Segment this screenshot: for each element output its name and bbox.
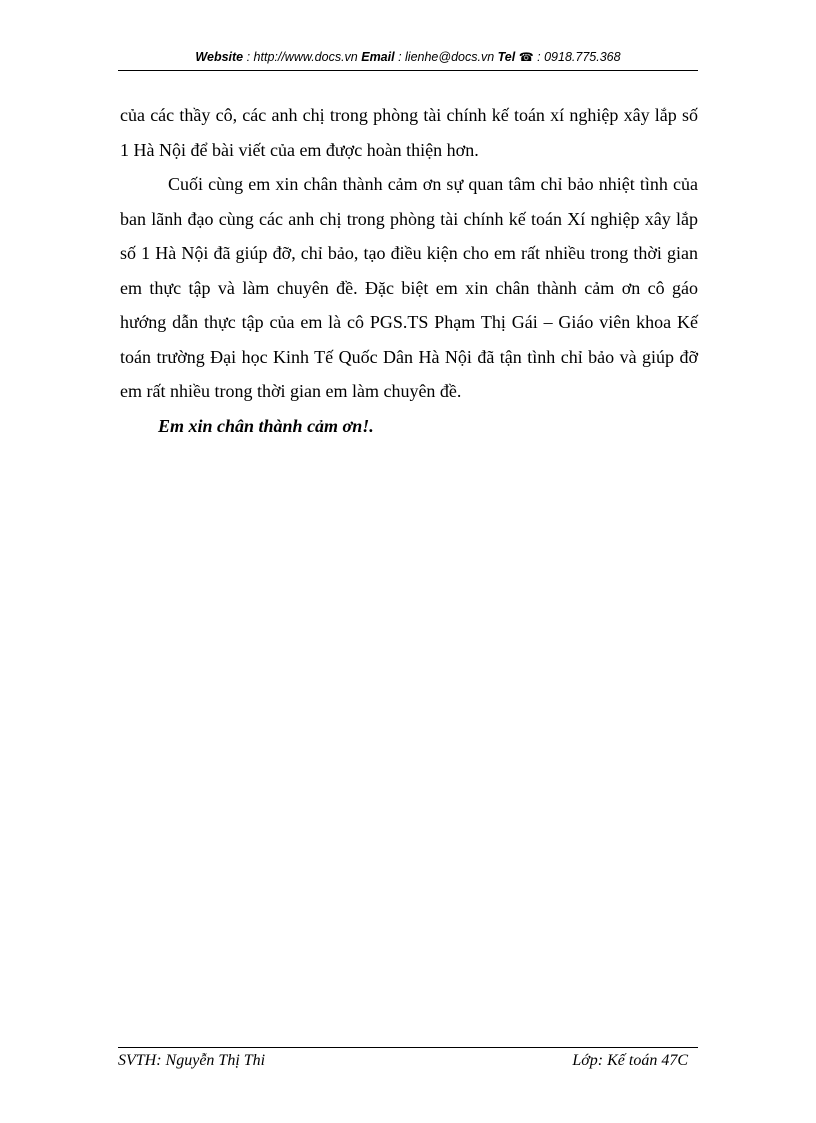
page-footer — [118, 1052, 688, 1070]
website-value: : http://www.docs.vn — [243, 50, 362, 64]
header-divider — [118, 70, 698, 71]
paragraph-acknowledgement: Cuối cùng em xin chân thành cảm ơn sự quan tâm chỉ bảo nhiệt tình của ban lãnh đạo cùng các anh chị trong phòng tài chính kế toán Xí nghiệp xây lắp số 1 Hà Nội đã giúp đỡ, chỉ bảo, tạo điều kiện cho em rất nhiều trong thời gian em thực tập và làm chuyên đề. Đặc biệt em xin chân thành cảm ơn cô gáo hướng dẫn thực tập của em là cô PGS.TS Phạm Thị Gái – Giáo viên khoa Kế toán trường Đại học Kinh Tế Quốc Dân Hà Nội đã tận tình chỉ bảo và giúp đỡ em rất nhiều trong thời gian em làm chuyên đề. — [120, 174, 698, 401]
phone-icon: ☎ — [518, 50, 534, 64]
email-value: : lienhe@docs.vn — [394, 50, 498, 64]
page-header — [118, 50, 698, 64]
footer-class: Lớp: Kế toán 47C — [572, 1052, 688, 1069]
closing-line: Em xin chân thành cảm ơn!. — [158, 415, 374, 436]
website-label: Website — [195, 50, 244, 64]
footer-divider — [118, 1047, 698, 1048]
tel-label: Tel — [497, 50, 516, 64]
tel-value: : 0918.775.368 — [533, 50, 621, 64]
email-label: Email — [361, 50, 395, 64]
footer-student: SVTH: Nguyễn Thị Thi — [118, 1052, 266, 1069]
paragraph-continuation: của các thầy cô, các anh chị trong phòng tài chính kế toán xí nghiệp xây lắp số 1 Hà Nội để bài viết của em được hoàn thiện hơn. — [120, 105, 698, 160]
document-body — [120, 98, 698, 443]
